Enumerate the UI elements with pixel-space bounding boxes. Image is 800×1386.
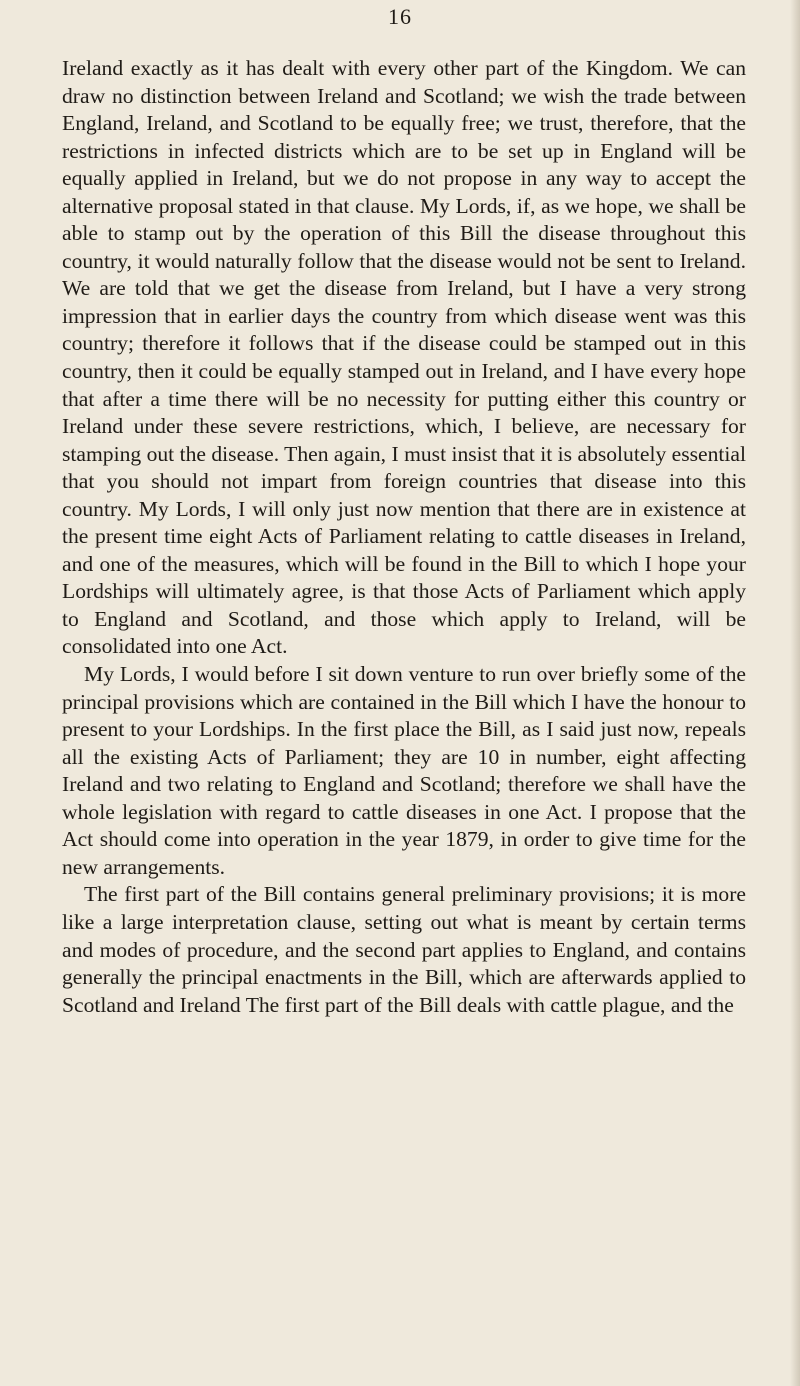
paragraph-2: My Lords, I would before I sit down venture to run over briefly some of the principal provisions which are contained in the Bill which I have the honour to present to your Lordships. In the first place the Bill, as I said just now, repeals all the existing Acts of Parliament; they are 10 in number, eight affecting Ireland and two relating to England and Scotland; therefore we shall have the whole legislation with regard to cattle diseases in one Act. I propose that the Act should come into operation in the year 1879, in order to give time for the new arrangements. <box>62 662 746 879</box>
page-number: 16 <box>388 4 412 29</box>
page-edge-shadow <box>790 0 800 1386</box>
paragraph-3: The first part of the Bill contains general preliminary provisions; it is more like a large interpretation clause, setting out what is meant by certain terms and modes of procedure, and the second part applies to England, and contains generally the principal enactments in the Bill, which are afterwards applied to Scotland and Ireland The first part of the Bill deals with cattle plague, and the <box>62 882 746 1017</box>
paragraph-1: Ireland exactly as it has dealt with every other part of the Kingdom. We can draw no distinction between Ireland and Scotland; we wish the trade between England, Ireland, and Scotland to be equally free; we trust, therefore, that the restrictions in infected districts which are to be set up in England will be equally applied in Ireland, but we do not propose in any way to accept the alternative proposal stated in that clause. My Lords, if, as we hope, we shall be able to stamp out by the operation of this Bill the disease throughout this country, it would naturally follow that the disease would not be sent to Ireland. We are told that we get the disease from Ireland, but I have a very strong impression that in earlier days the country from which disease went was this country; therefore it follows that if the disease could be stamped out in this country, then it could be equally stamped out in Ireland, and I have every hope that after a time there will be no necessity for putting either this country or Ireland under these severe restrictions, which, I believe, are necessary for stamping out the disease. Then again, I must insist that it is absolutely essential that you should not impart from foreign countries that disease into this country. My Lords, I will only just now mention that there are in existence at the present time eight Acts of Parliament relating to cattle diseases in Ireland, and one of the measures, which will be found in the Bill to which I hope your Lordships will ultimately agree, is that those Acts of Parliament which apply to England and Scotland, and those which apply to Ireland, will be consolidated into one Act. <box>62 56 746 659</box>
page-body-text <box>62 55 746 1019</box>
